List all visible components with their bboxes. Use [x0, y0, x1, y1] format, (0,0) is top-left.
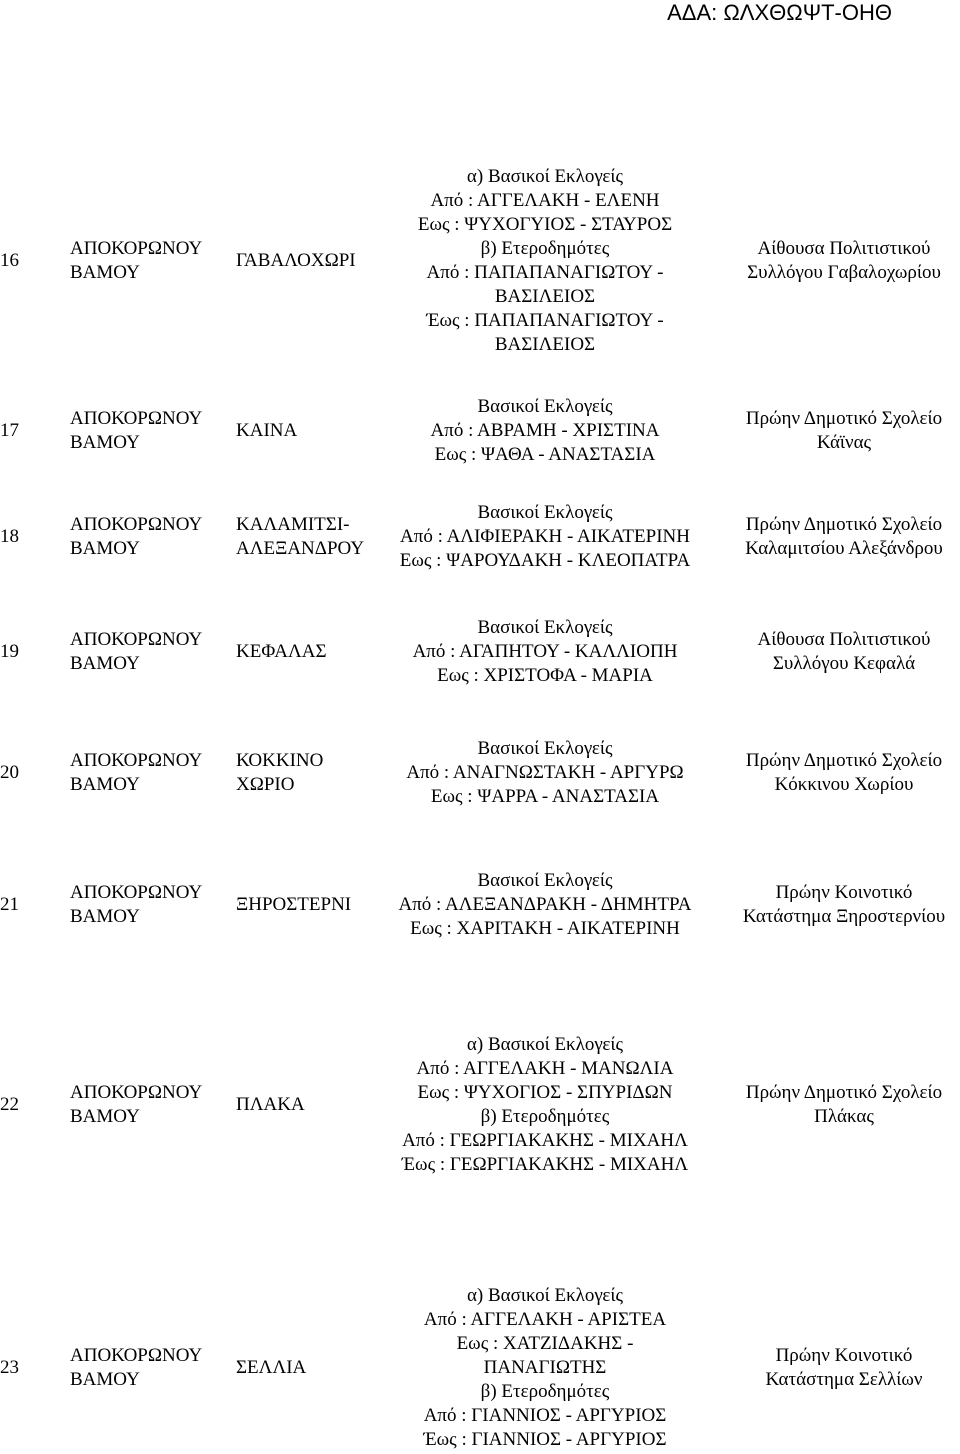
voter-range-cell-line: Από : ΑΝΑΓΝΩΣΤΑΚΗ - ΑΡΓΥΡΩ [406, 762, 684, 783]
voter-range-cell-line: Βασικοί Εκλογείς [477, 738, 613, 759]
ada-code: ΑΔΑ: ΩΛΧΘΩΨΤ-ΟΗΘ [667, 0, 892, 25]
voter-range-cell-line: Από : ΓΙΑΝΝΙΟΣ - ΑΡΓΥΡΙΟΣ [423, 1405, 667, 1426]
voter-range-cell-line: Βασικοί Εκλογείς [477, 870, 613, 891]
village-cell-line: ΚΑΛΑΜΙΤΣΙ- [236, 514, 350, 535]
municipality-cell [70, 617, 235, 687]
polling-location-cell-line: Πρώην Δημοτικό Σχολείο [745, 408, 943, 429]
voter-range-cell-line: Από : ΑΛΙΦΙΕΡΑΚΗ - ΑΙΚΑΤΕΡΙΝΗ [400, 526, 690, 547]
voter-range-cell [380, 1285, 710, 1451]
table-row [0, 498, 960, 576]
voter-range-cell-line: Έως : ΠΑΠΑΠΑΝΑΓΙΩΤΟΥ - [426, 310, 664, 331]
voter-range-cell-line: Εως : ΧΡΙΣΤΟΦΑ - ΜΑΡΙΑ [437, 665, 653, 686]
row-number [0, 617, 32, 687]
row-number-text: 20 [0, 762, 19, 783]
village-cell-line: ΞΗΡΟΣΤΕΡΝΙ [236, 894, 352, 915]
row-number [0, 738, 32, 808]
polling-location-cell [728, 498, 960, 576]
row-number-text: 19 [0, 641, 19, 662]
municipality-cell-line: ΑΠΟΚΟΡΩΝΟΥ [70, 882, 203, 903]
row-number-text: 22 [0, 1093, 19, 1115]
table-row [0, 396, 960, 466]
municipality-cell-line: ΑΠΟΚΟΡΩΝΟΥ [70, 629, 203, 650]
voter-range-cell [380, 498, 710, 576]
voter-range-cell [380, 617, 710, 687]
voter-range-cell-line: α) Βασικοί Εκλογείς [466, 1033, 624, 1055]
row-number [0, 498, 32, 576]
voter-range-cell-line: β) Ετεροδημότες [480, 238, 610, 259]
municipality-cell-line: ΑΠΟΚΟΡΩΝΟΥ [70, 408, 203, 429]
table-row [0, 165, 960, 357]
polling-location-cell [728, 738, 960, 808]
voter-range-cell-line: β) Ετεροδημότες [480, 1105, 610, 1127]
table-row [0, 738, 960, 808]
village-cell-line: ΓΑΒΑΛΟΧΩΡΙ [236, 250, 356, 271]
polling-location-cell [728, 1032, 960, 1177]
voter-range-cell-line: Εως : ΨΥΧΟΓΥΙΟΣ - ΣΤΑΥΡΟΣ [417, 214, 673, 235]
municipality-cell [70, 1032, 235, 1177]
municipality-cell-line: ΒΑΜΟΥ [70, 262, 140, 283]
polling-location-cell-line: Κατάστημα Ξηροστερνίου [742, 906, 946, 927]
row-number [0, 396, 32, 466]
voter-range-cell-line: Εως : ΨΥΧΟΓΙΟΣ - ΣΠΥΡΙΔΩΝ [417, 1081, 673, 1103]
municipality-cell [70, 1285, 235, 1451]
polling-location-cell-line: Πρώην Κοινοτικό [775, 882, 913, 903]
polling-location-cell-line: Πρώην Κοινοτικό [775, 1345, 913, 1366]
municipality-cell [70, 498, 235, 576]
village-cell [236, 165, 396, 357]
polling-location-cell-line: Συλλόγου Γαβαλοχωρίου [747, 262, 941, 283]
municipality-cell-line: ΒΑΜΟΥ [70, 432, 140, 453]
row-number [0, 1032, 32, 1177]
municipality-cell-line: ΒΑΜΟΥ [70, 774, 140, 795]
polling-location-cell-line: Πρώην Δημοτικό Σχολείο [745, 514, 943, 535]
polling-location-cell-line: Κάϊνας [816, 432, 872, 453]
municipality-cell [70, 396, 235, 466]
polling-location-cell-line: Κόκκινου Χωρίου [774, 774, 914, 795]
village-cell [236, 1285, 396, 1451]
municipality-cell-line: ΑΠΟΚΟΡΩΝΟΥ [70, 238, 203, 259]
table-row [0, 1032, 960, 1177]
village-cell-line: ΚΕΦΑΛΑΣ [236, 641, 327, 662]
voter-range-cell-line: Εως : ΧΑΡΙΤΑΚΗ - ΑΙΚΑΤΕΡΙΝΗ [410, 918, 680, 939]
village-cell [236, 1032, 396, 1177]
row-number-text: 21 [0, 894, 19, 915]
polling-location-cell [728, 396, 960, 466]
voter-range-cell-line: Από : ΑΓΓΕΛΑΚΗ - ΜΑΝΩΛΙΑ [416, 1057, 674, 1079]
municipality-cell-line: ΑΠΟΚΟΡΩΝΟΥ [70, 750, 203, 771]
voter-range-cell-line: ΠΑΝΑΓΙΩΤΗΣ [483, 1357, 607, 1378]
polling-location-cell-line: Πλάκας [814, 1105, 874, 1127]
polling-location-cell-line: Αίθουσα Πολιτιστικού [757, 629, 931, 650]
row-number-text: 17 [0, 420, 19, 441]
municipality-cell-line: ΒΑΜΟΥ [70, 1105, 140, 1127]
polling-location-cell [728, 617, 960, 687]
voter-range-cell-line: Εως : ΨΑΘΑ - ΑΝΑΣΤΑΣΙΑ [434, 444, 656, 465]
polling-location-cell-line: Πρώην Δημοτικό Σχολείο [745, 750, 943, 771]
table-row [0, 617, 960, 687]
polling-location-cell [728, 165, 960, 357]
voter-range-cell-line: Εως : ΨΑΡΟΥΔΑΚΗ - ΚΛΕΟΠΑΤΡΑ [399, 550, 691, 571]
municipality-cell-line: ΒΑΜΟΥ [70, 1369, 140, 1390]
polling-location-cell [728, 870, 960, 940]
voter-range-cell-line: α) Βασικοί Εκλογείς [466, 1285, 624, 1306]
polling-location-cell-line: Αίθουσα Πολιτιστικού [757, 238, 931, 259]
voter-range-cell-line: Βασικοί Εκλογείς [477, 617, 613, 638]
village-cell-line: ΧΩΡΙΟ [236, 774, 295, 795]
voter-range-cell [380, 165, 710, 357]
table-row [0, 870, 960, 940]
village-cell [236, 498, 396, 576]
voter-range-cell-line: ΒΑΣΙΛΕΙΟΣ [494, 334, 596, 355]
table-row [0, 1285, 960, 1451]
voter-range-cell-line: Έως : ΓΕΩΡΓΙΑΚΑΚΗΣ - ΜΙΧΑΗΛ [401, 1153, 689, 1175]
municipality-cell-line: ΑΠΟΚΟΡΩΝΟΥ [70, 514, 203, 535]
municipality-cell [70, 870, 235, 940]
village-cell-line: ΠΛΑΚΑ [236, 1093, 305, 1115]
voter-range-cell-line: Από : ΠΑΠΑΠΑΝΑΓΙΩΤΟΥ - [426, 262, 664, 283]
village-cell [236, 738, 396, 808]
polling-location-cell-line: Πρώην Δημοτικό Σχολείο [745, 1081, 943, 1103]
municipality-cell [70, 165, 235, 357]
voter-range-cell [380, 870, 710, 940]
municipality-cell-line: ΒΑΜΟΥ [70, 538, 140, 559]
row-number [0, 870, 32, 940]
municipality-cell-line: ΒΑΜΟΥ [70, 653, 140, 674]
voter-range-cell-line: α) Βασικοί Εκλογείς [466, 166, 624, 187]
row-number-text: 23 [0, 1357, 19, 1378]
voter-range-cell-line: Από : ΑΒΡΑΜΗ - ΧΡΙΣΤΙΝΑ [430, 420, 660, 441]
village-cell [236, 617, 396, 687]
row-number-text: 18 [0, 526, 19, 547]
voter-range-cell-line: ΒΑΣΙΛΕΙΟΣ [494, 286, 596, 307]
village-cell-line: ΚΑΙΝΑ [236, 420, 298, 441]
voter-range-cell [380, 738, 710, 808]
voter-range-cell [380, 396, 710, 466]
municipality-cell-line: ΒΑΜΟΥ [70, 906, 140, 927]
voter-range-cell-line: Από : ΑΓΑΠΗΤΟΥ - ΚΑΛΛΙΟΠΗ [412, 641, 678, 662]
voter-range-cell-line: Εως : ΧΑΤΖΙΔΑΚΗΣ - [456, 1333, 634, 1354]
village-cell-line: ΑΛΕΞΑΝΔΡΟΥ [236, 538, 365, 559]
voter-range-cell-line: β) Ετεροδημότες [480, 1381, 610, 1402]
voter-range-cell-line: Από : ΑΛΕΞΑΝΔΡΑΚΗ - ΔΗΜΗΤΡΑ [398, 894, 692, 915]
polling-location-cell-line: Συλλόγου Κεφαλά [772, 653, 916, 674]
polling-location-cell-line: Κατάστημα Σελλίων [765, 1369, 923, 1390]
voter-range-cell-line: Βασικοί Εκλογείς [477, 396, 613, 417]
village-cell [236, 870, 396, 940]
village-cell-line: ΣΕΛΛΙΑ [236, 1357, 307, 1378]
municipality-cell [70, 738, 235, 808]
row-number-text: 16 [0, 250, 19, 271]
voter-range-cell-line: Από : ΓΕΩΡΓΙΑΚΑΚΗΣ - ΜΙΧΑΗΛ [402, 1129, 688, 1151]
voter-range-cell-line: Βασικοί Εκλογείς [477, 502, 613, 523]
village-cell [236, 396, 396, 466]
polling-location-cell [728, 1285, 960, 1451]
row-number [0, 1285, 32, 1451]
polling-location-cell-line: Καλαμιτσίου Αλεξάνδρου [745, 538, 943, 559]
voter-range-cell-line: Από : ΑΓΓΕΛΑΚΗ - ΕΛΕΝΗ [430, 190, 660, 211]
voter-range-cell-line: Εως : ΨΑΡΡΑ - ΑΝΑΣΤΑΣΙΑ [430, 786, 660, 807]
row-number [0, 165, 32, 357]
municipality-cell-line: ΑΠΟΚΟΡΩΝΟΥ [70, 1081, 203, 1103]
voter-range-cell-line: Έως : ΓΙΑΝΝΙΟΣ - ΑΡΓΥΡΙΟΣ [423, 1429, 667, 1450]
municipality-cell-line: ΑΠΟΚΟΡΩΝΟΥ [70, 1345, 203, 1366]
village-cell-line: ΚΟΚΚΙΝΟ [236, 750, 324, 771]
voter-range-cell-line: Από : ΑΓΓΕΛΑΚΗ - ΑΡΙΣΤΕΑ [423, 1309, 667, 1330]
voter-range-cell [380, 1032, 710, 1177]
